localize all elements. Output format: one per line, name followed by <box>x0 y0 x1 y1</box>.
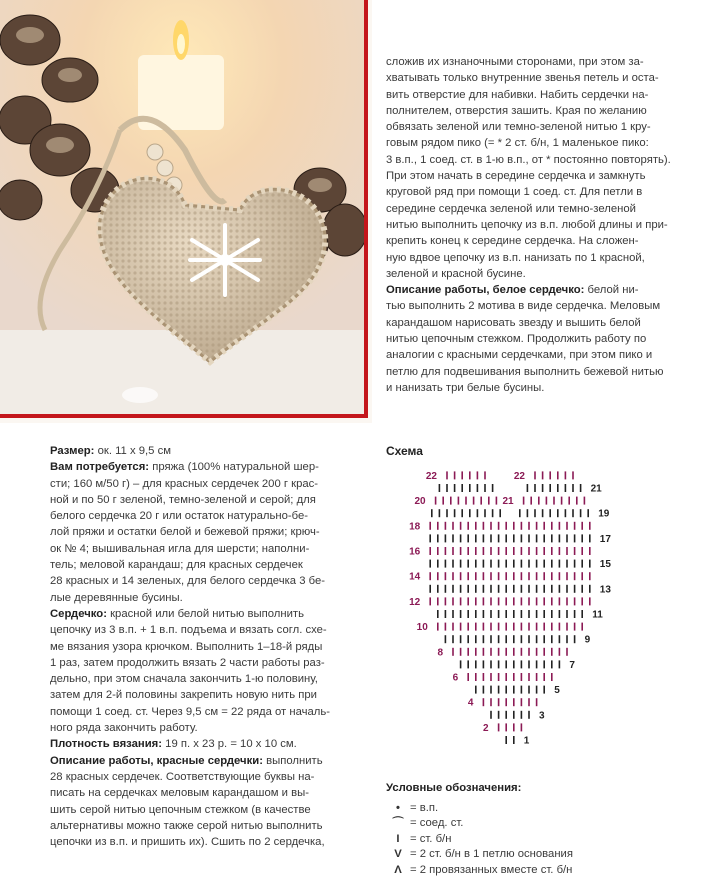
text-line: лые деревянные бусины. <box>50 591 183 604</box>
row-number: 3 <box>539 710 545 722</box>
text-line: крепить конец к середине сердечка. На сложен- <box>386 235 639 248</box>
row-number: 19 <box>598 508 610 520</box>
red-heart-heading: Описание работы, красные сердечки: <box>50 754 263 767</box>
text-line: хватывать только внутренние звенья петель и оста- <box>386 72 659 85</box>
text-line: вить отверстие для набивки. Набить сердечки на- <box>386 88 649 101</box>
text-line: помощи 1 соед. ст. Через 9,5 см = 22 ряда от началь- <box>50 705 331 718</box>
row-number: 21 <box>590 483 602 495</box>
increase-icon: V <box>394 848 402 861</box>
row-number: 22 <box>513 470 525 482</box>
row-number: 10 <box>416 622 428 634</box>
right-column-text <box>386 54 706 396</box>
text-line: ного ряда закончить работу. <box>50 722 198 735</box>
density-label: Плотность вязания: <box>50 738 163 751</box>
legend-item <box>386 800 706 816</box>
photo-area <box>0 0 372 423</box>
text-line: обвязать зеленой или темно-зеленой нитью 1 кру- <box>386 121 651 134</box>
text-line: ной и по 50 г зеленой, темно-зеленой и серой; для <box>50 493 316 506</box>
text-line: ную вдвое цепочку из в.п. нанизать по 1 красной, <box>386 251 645 264</box>
need-line <box>50 459 372 475</box>
text-line: нитью выполнить цепочку из в.п. любой длины и при- <box>386 218 668 231</box>
text-line: писать на сердечках меловым карандашом и вы- <box>50 787 310 800</box>
legend-text: = ст. б/н <box>410 832 452 845</box>
text-line: 3 в.п., 1 соед. ст. в 1-ю в.п., от * постоянно повторять). <box>386 153 671 166</box>
row-number: 4 <box>467 697 474 709</box>
photo-illustration <box>0 0 364 414</box>
text-line: альтернативы можно также серой нитью выполнить <box>50 819 323 832</box>
legend-item <box>386 816 706 832</box>
density-value: 19 п. х 23 р. = 10 х 10 см. <box>162 738 297 751</box>
legend-text: = соед. ст. <box>410 817 464 830</box>
text-line: нитью цепочным стежком. Продолжить работу по <box>386 333 647 346</box>
text-line: полнителем, отверстия зашить. Края по желанию <box>386 104 647 117</box>
scheme-title: Схема <box>386 444 423 458</box>
text-line: говым рядом пико (= * 2 ст. б/н, 1 маленькое пико: <box>386 137 649 150</box>
row-number: 20 <box>414 496 426 508</box>
text-line: белой ни- <box>584 284 639 297</box>
text-line: белого сердечка 20 г или остаток натурально-бе- <box>50 510 309 523</box>
text-line: зеленой и красной бусине. <box>386 267 526 280</box>
row-number: 12 <box>409 596 421 608</box>
text-line: цепочки из в.п. и пришить их). Сшить по 2 сердечка, <box>50 836 325 849</box>
red-line <box>50 753 372 769</box>
row-number: 11 <box>592 609 603 621</box>
text-line: петлю для подвешивания выполнить бежевой нитью <box>386 365 664 378</box>
size-line <box>50 443 372 459</box>
row-number: 18 <box>409 521 421 533</box>
text-line: 1 раз, затем продолжить вязать 2 части работы раз- <box>50 656 325 669</box>
text-line: 28 красных сердечек. Соответствующие буквы на- <box>50 770 315 783</box>
legend-text: = 2 ст. б/н в 1 петлю основания <box>410 848 573 861</box>
text-line: сти; 160 м/50 г) – для красных сердечек 200 г крас- <box>50 477 319 490</box>
single-crochet-icon: I <box>396 832 400 845</box>
density-line <box>50 736 372 752</box>
text-line: красной или белой нитью выполнить <box>106 607 304 620</box>
legend-title: Условные обозначения: <box>386 782 522 794</box>
text-line: шить серой нитью цепочным стежком (в качестве <box>50 803 311 816</box>
row-number: 7 <box>569 659 575 671</box>
chain-stitch-icon: • <box>396 801 400 814</box>
scheme-rows <box>430 471 590 744</box>
size-label: Размер: <box>50 445 95 457</box>
row-number: 8 <box>437 647 443 659</box>
legend-text: = в.п. <box>410 801 439 814</box>
legend <box>386 780 706 878</box>
need-label: Вам потребуется: <box>50 461 150 474</box>
row-number: 22 <box>425 470 437 482</box>
row-number: 5 <box>554 685 560 697</box>
size-value: ок. 11 х 9,5 см <box>94 445 172 457</box>
text-line: лой пряжи и остатки белой и бежевой пряжи; крюч- <box>50 526 320 539</box>
text-line: карандашом нарисовать звезду и вышить белой <box>386 316 641 329</box>
row-number: 1 <box>523 735 530 747</box>
text-line: аналогии с красными сердечками, при этом пико и <box>386 349 653 362</box>
row-number: 2 <box>483 722 489 734</box>
row-number: 13 <box>599 584 611 596</box>
text-line: пряжа (100% натуральной шер- <box>149 461 319 474</box>
text-line: ок № 4; вышивальная игла для шерсти; наполни- <box>50 542 310 555</box>
white-heart-heading: Описание работы, белое сердечко: <box>386 284 585 297</box>
white-heart-paragraph <box>386 282 706 298</box>
heart-label: Сердечко: <box>50 607 107 620</box>
text-line: затем для 2-й половины закрепить новую нить при <box>50 689 317 702</box>
text-line: сложив их изнаночными сторонами, при этом за- <box>386 56 644 68</box>
crochet-scheme-diagram <box>380 456 630 751</box>
row-number: 15 <box>599 559 611 571</box>
text-line: середине сердечка зеленой или темно-зеленой <box>386 202 636 215</box>
text-line: тью выполнить 2 мотива в виде сердечка. Меловым <box>386 300 661 313</box>
text-line: дельно, при этом сначала закончить 1-ю половину, <box>50 673 318 686</box>
row-number: 16 <box>409 546 421 558</box>
left-column-text <box>50 443 372 850</box>
text-line: 28 красных и 14 зеленых, для белого сердечка 3 бе- <box>50 575 326 588</box>
legend-item <box>386 847 706 863</box>
text-line: тель; меловой карандаш; для красных сердечек <box>50 559 303 572</box>
legend-text: = 2 провязанных вместе ст. б/н <box>410 863 573 876</box>
text-line: ме вязания узора крючком. Выполнить 1–18-й ряды <box>50 640 323 653</box>
text-line: и нанизать три белые бусины. <box>386 381 545 394</box>
row-number: 14 <box>409 571 421 583</box>
crochet-heart-photo <box>0 0 368 418</box>
slip-stitch-icon: ⌒ <box>392 817 404 830</box>
text-line: При этом начать в середине сердечка и замкнуть <box>386 170 646 183</box>
decrease-icon: Λ <box>394 863 402 876</box>
row-number: 6 <box>452 672 459 684</box>
row-number: 21 <box>502 496 514 508</box>
row-number: 17 <box>599 533 611 545</box>
legend-item <box>386 831 706 847</box>
text-line: выполнить <box>262 754 323 767</box>
legend-item <box>386 862 706 878</box>
heart-line <box>50 606 372 622</box>
text-line: цепочку из 3 в.п. + 1 в.п. подъема и вязать согл. схе- <box>50 624 327 637</box>
text-line: круговой ряд при помощи 1 соед. ст. Для петли в <box>386 186 643 199</box>
row-number: 9 <box>584 634 591 646</box>
